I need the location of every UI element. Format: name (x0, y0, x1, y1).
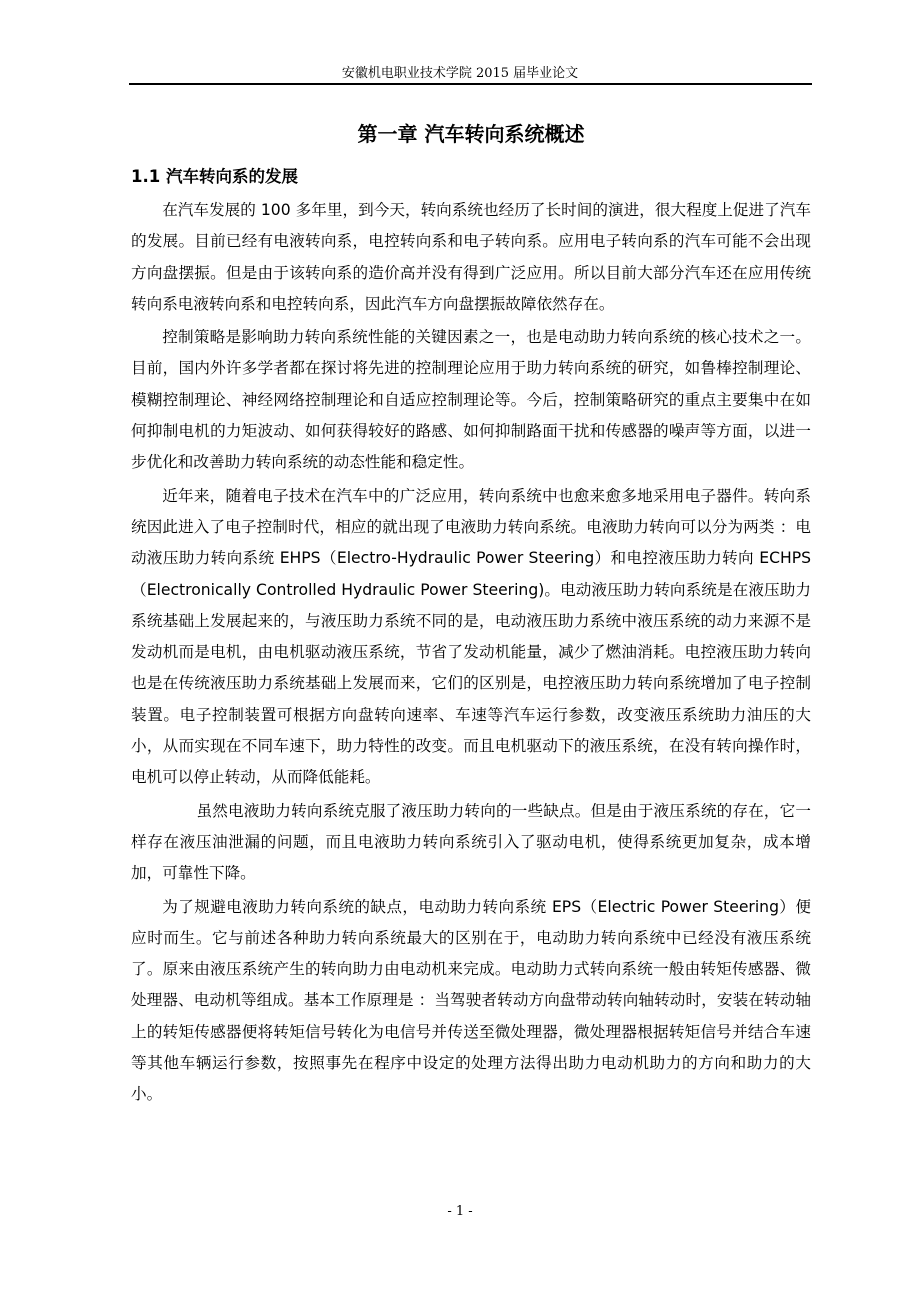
body-paragraph: 近年来，随着电子技术在汽车中的广泛应用，转向系统中也愈来愈多地采用电子器件。转向系统因此进入了电子控制时代，相应的就出现了电液助力转向系统。电液助力转向可以分为两类 ：电动液压助力转向系统 EHPS（Electro-Hydraulic Power Steering）和电控液压助力转向 ECHPS（Electronically Controlled Hydraulic Power Steering)。电动液压助力转向系统是在液压助力系统基础上发展起来的，与液压助力系统不同的是，电动液压助力系统中液压系统的动力来源不是发动机而是电机，由电机驱动液压系统，节省了发动机能量，减少了燃油消耗。电控液压助力转向也是在传统液压助力系统基础上发展而来，它们的区别是，电控液压助力转向系统增加了电子控制装置。电子控制装置可根据方向盘转向速率、车速等汽车运行参数，改变液压系统助力油压的大小，从而实现在不同车速下，助力特性的改变。而且电机驱动下的液压系统，在没有转向操作时，电机可以停止转动，从而降低能耗。 (131, 486, 811, 787)
body-paragraph: 为了规避电液助力转向系统的缺点，电动助力转向系统 EPS（Electric Power Steering）便应时而生。它与前述各种助力转向系统最大的区别在于，电动助力转向系统中已经没有液压系统了。原来由液压系统产生的转向助力由电动机来完成。电动助力式转向系统一般由转矩传感器、微处理器、电动机等组成。基本工作原理是 ：当驾驶者转动方向盘带动转向轴转动时，安装在转动轴上的转矩传感器便将转矩信号转化为电信号并传送至微处理器，微处理器根据转矩信号并结合车速等其他车辆运行参数，按照事先在程序中设定的处理方法得出助力电动机助力的方向和助力的大小。 (131, 897, 811, 1104)
section-title: 1.1 汽车转向系的发展 (131, 167, 298, 186)
body-paragraph: 虽然电液助力转向系统克服了液压助力转向的一些缺点。但是由于液压系统的存在，它一样存在液压油泄漏的问题，而且电液助力转向系统引入了驱动电机，使得系统更加复杂，成本增加，可靠性下降。 (131, 801, 811, 883)
page-content (131, 120, 811, 1113)
body-paragraph: 在汽车发展的 100 多年里，到今天，转向系统也经历了长时间的演进，很大程度上促进了汽车的发展。目前已经有电液转向系，电控转向系和电子转向系。应用电子转向系的汽车可能不会出现方向盘摆振。但是由于该转向系的造价高并没有得到广泛应用。所以目前大部分汽车还在应用传统转向系电液转向系和电控转向系，因此汽车方向盘摆振故障依然存在。 (131, 201, 811, 313)
header-rule (129, 83, 812, 85)
body-paragraph: 控制策略是影响助力转向系统性能的关键因素之一，也是电动助力转向系统的核心技术之一。目前，国内外许多学者都在探讨将先进的控制理论应用于助力转向系统的研究，如鲁棒控制理论、模糊控制理论、神经网络控制理论和自适应控制理论等。今后，控制策略研究的重点主要集中在如何抑制电机的力矩波动、如何获得较好的路感、如何抑制路面干扰和传感器的噪声等方面，以进一步优化和改善助力转向系统的动态性能和稳定性。 (131, 328, 811, 472)
chapter-title: 第一章 汽车转向系统概述 (357, 122, 585, 146)
page-number: - 1 - (447, 1204, 473, 1219)
running-header: 安徽机电职业技术学院 2015 届毕业论文 (341, 66, 579, 81)
